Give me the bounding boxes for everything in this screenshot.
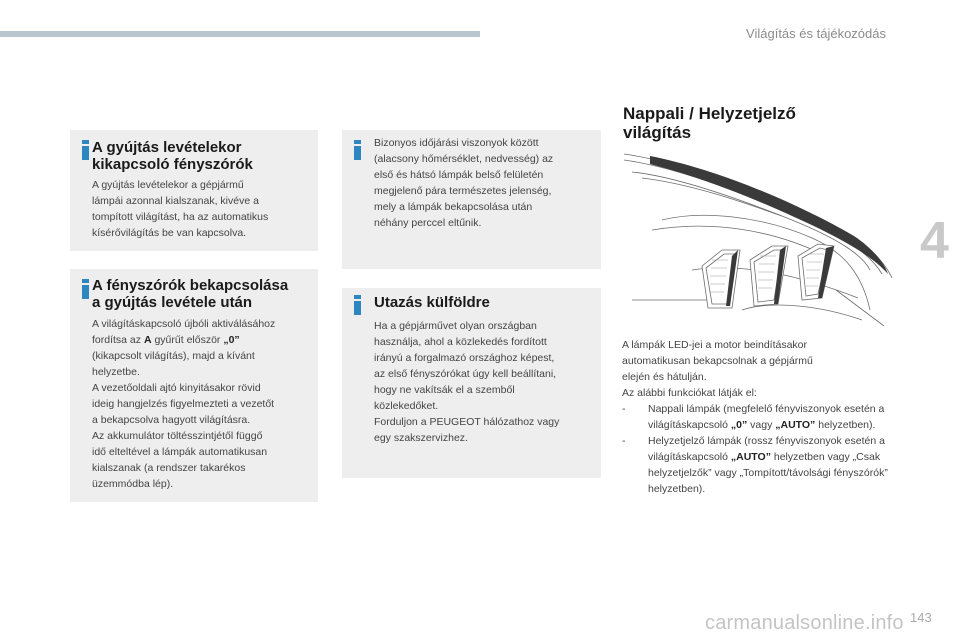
info-icon [82,279,89,299]
box-title: A fényszórók bekapcsolása a gyújtás levétele után [92,277,289,311]
info-box-condensation [342,130,601,269]
top-bar [0,31,480,37]
function-list [622,401,898,497]
box-text: A gyújtás levételekor a gépjármű lámpái azonnal kialszanak, kivéve a tompított világítást, ha az automatikus kísérővilágítás be van kapcsolva. [92,179,269,239]
watermark: carmanualsonline.info [705,612,904,634]
list-item: - Nappali lámpák (megfelelő fényviszonyok esetén a világításkapcsoló „0” vagy „AUTO” helyzetben). [622,403,885,431]
chapter-number: 4 [920,212,949,270]
info-icon [82,140,89,160]
section-title: Nappali / Helyzetjelző világítás [623,104,796,142]
headlamp-illustration [622,150,900,326]
info-icon [354,140,361,160]
page-number: 143 [910,610,932,625]
box-text: A világításkapcsoló újbóli aktiválásához fordítsa az A gyűrűt először „0” (kikapcsolt világítás), majd a kívánt helyzetbe. A vezetőoldali ajtó kinyitásakor rövid ideig hangjelzés figyelmezteti a vezetőt a bekapcsolva hagyott világításra. Az akkumulátor töltésszintjétől függő idő elteltével a lámpák automatikusan kialszanak (a rendszer takarékos üzemmódba lép). [92,318,276,490]
info-box-ignition-off [70,130,318,251]
info-box-travel-abroad [342,288,601,478]
info-icon [354,295,361,315]
box-text: Ha a gépjárművet olyan országban használja, ahol a közlekedés fordított irányú a forgalmazó országhoz képest, az első fényszórókat úgy kell beállítani, hogy ne vakítsák el a szemből közlekedőket. Forduljon a PEUGEOT hálózathoz vagy egy szakszervizhez. [374,320,560,444]
info-box-lights-after-ignition [70,269,318,502]
box-title: A gyújtás levételekor kikapcsoló fényszórók [92,139,253,173]
section-header: Világítás és tájékozódás [746,26,886,41]
box-title: Utazás külföldre [374,294,490,311]
section-description: A lámpák LED-jei a motor beindításakor automatikusan bekapcsolnak a gépjármű elején és hátulján. Az alábbi funkciókat látják el: [622,339,813,399]
box-text: Bizonyos időjárási viszonyok között (alacsony hőmérséklet, nedvesség) az első és hátsó lámpák belső felületén megjelenő pára természetes jelenség, mely a lámpák bekapcsolása után néhány perccel eltűnik. [374,137,554,229]
list-item: - Helyzetjelző lámpák (rossz fényviszonyok esetén a világításkapcsoló „AUTO” helyzetben vagy „Csak helyzetjelzők” vagy „Tompított/távolsági fényszórók” helyzetben). [622,435,888,495]
